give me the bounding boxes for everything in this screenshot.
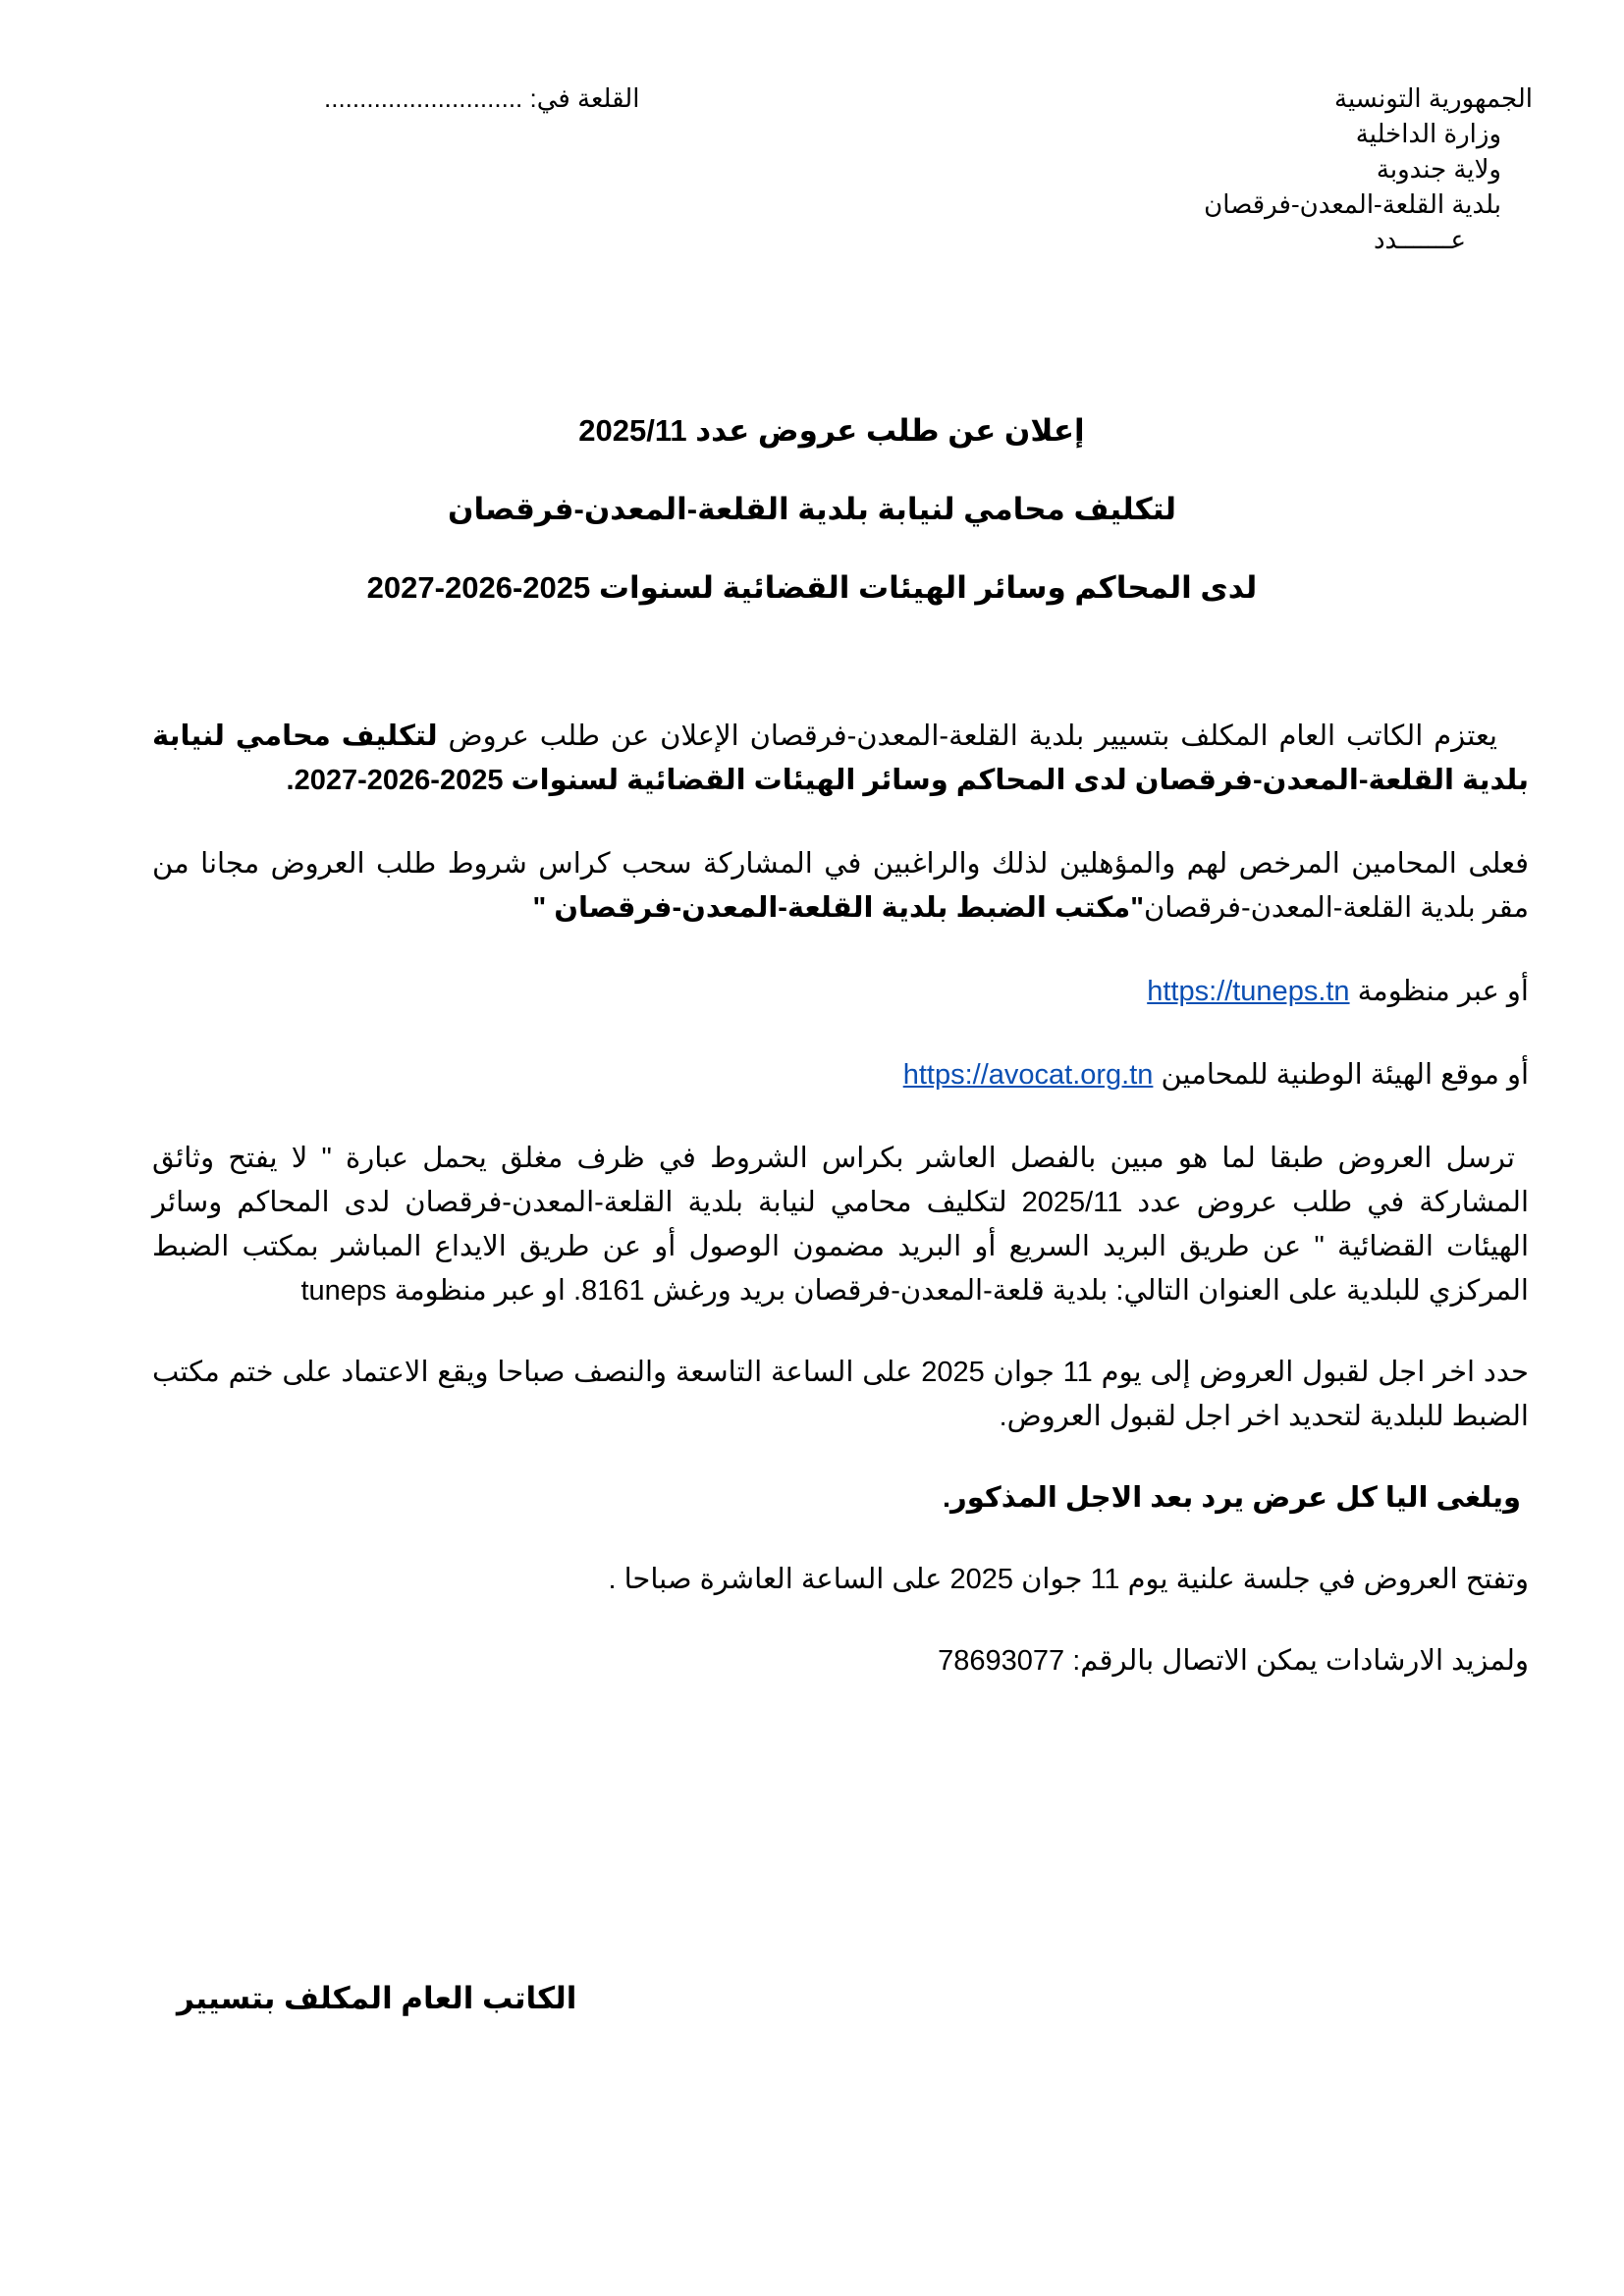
submission-text: ترسل العروض طبقا لما هو مبين بالفصل العاشر بكراس الشروط في ظرف مغلق يحمل عبارة " لا يفتح وثائق المشاركة في طلب عروض عدد 2025/11 لتكليف محامي لنيابة بلدية القلعة-المعدن-فرقصان لدى المحاكم وسائر الهيئات القضائية " عن طريق البريد السريع أو البريد مضمون الوصول أو عن طريق الايداع المباشر بمكتب الضبط المركزي للبلدية على العنوان التالي: بلدية قلعة-المعدن-فرقصان بريد ورغش 8161. او عبر منظومة tuneps xyxy=(152,1143,1529,1307)
issuer-governorate: ولاية جندوبة xyxy=(1376,154,1501,184)
tuneps-link[interactable]: https://tuneps.tn xyxy=(1147,976,1350,1007)
paragraph-cancellation xyxy=(152,1476,1529,1521)
paragraph-opening xyxy=(152,1558,1529,1602)
withdrawal-text: فعلى المحامين المرخص لهم والمؤهلين لذلك والراغبين في المشاركة سحب كراس شروط طلب العروض مجانا من مقر بلدية القلعة-المعدن-فرقصان xyxy=(152,848,1529,924)
paragraph-tuneps xyxy=(152,970,1529,1014)
announcement-body xyxy=(152,715,1529,1721)
paragraph-deadline xyxy=(152,1351,1529,1439)
avocat-link[interactable]: https://avocat.org.tn xyxy=(902,1059,1154,1091)
announcement-title: إعلان عن طلب عروض عدد 2025/11 xyxy=(578,413,1085,448)
withdrawal-office: "مكتب الضبط بلدية القلعة-المعدن-فرقصان " xyxy=(532,892,1144,924)
issuer-block xyxy=(944,80,1533,257)
announcement-title-block xyxy=(0,407,1624,643)
intent-text: يعتزم الكاتب العام المكلف بتسيير بلدية القلعة-المعدن-فرقصان الإعلان عن طلب عروض xyxy=(437,721,1498,752)
paragraph-submission xyxy=(152,1137,1529,1313)
intent-object: لتكليف محامي لنيابة بلدية القلعة-المعدن-فرقصان لدى المحاكم وسائر الهيئات القضائية لسنوات 2025-2026-2027. xyxy=(152,721,1529,796)
cancellation-text: ويلغى اليا كل عرض يرد بعد الاجل المذكور. xyxy=(943,1482,1521,1514)
tuneps-prefix: أو عبر منظومة xyxy=(1349,976,1529,1007)
issuer-municipality: بلدية القلعة-المعدن-فرقصان xyxy=(1204,189,1501,219)
signature-title: الكاتب العام المكلف بتسيير xyxy=(177,1981,577,2015)
avocat-prefix: أو موقع الهيئة الوطنية للمحامين xyxy=(1153,1059,1529,1091)
place-date-line: القلعة في: ............................ xyxy=(324,83,640,113)
issuer-ministry: وزارة الداخلية xyxy=(1355,119,1501,148)
issuer-reference-number: عـــــــدد xyxy=(1373,225,1466,254)
deadline-text: حدد اخر اجل لقبول العروض إلى يوم 11 جوان 2025 على الساعة التاسعة والنصف صباحا ويقع الاعتماد على ختم مكتب الضبط للبلدية لتحديد اخر اجل لقبول العروض. xyxy=(152,1357,1529,1432)
paragraph-intent xyxy=(152,715,1529,803)
contact-text: ولمزيد الارشادات يمكن الاتصال بالرقم: 78693077 xyxy=(938,1645,1529,1677)
issuer-country: الجمهورية التونسية xyxy=(1334,83,1533,113)
opening-text: وتفتح العروض في جلسة علنية يوم 11 جوان 2025 على الساعة العاشرة صباحا . xyxy=(608,1564,1529,1595)
paragraph-avocat xyxy=(152,1053,1529,1097)
paragraph-withdrawal xyxy=(152,842,1529,931)
announcement-subtitle: لتكليف محامي لنيابة بلدية القلعة-المعدن-فرقصان xyxy=(447,492,1177,526)
announcement-scope: لدى المحاكم وسائر الهيئات القضائية لسنوات 2025-2026-2027 xyxy=(366,570,1258,605)
paragraph-contact xyxy=(152,1639,1529,1683)
